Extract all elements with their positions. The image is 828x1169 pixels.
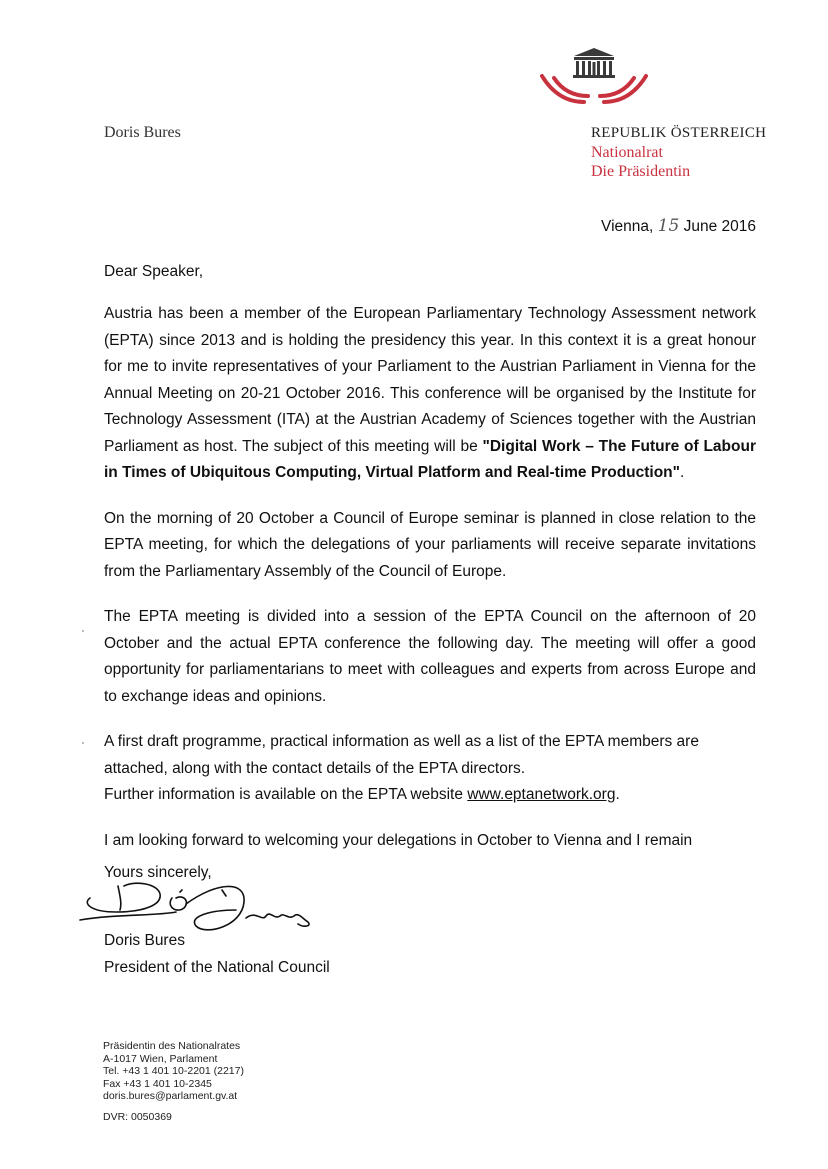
signer-title: President of the National Council — [104, 959, 330, 976]
footer-address: A-1017 Wien, Parlament — [103, 1052, 218, 1065]
sender-name: Doris Bures — [104, 124, 181, 141]
footer-phone: Tel. +43 1 401 10-2201 (2217) — [103, 1065, 244, 1077]
date-place: Vienna, — [601, 218, 654, 235]
signer-name: Doris Bures — [104, 932, 185, 949]
paragraph-closing: I am looking forward to welcoming your delegations in October to Vienna and I remain — [104, 831, 693, 849]
letterhead-office: Die Präsidentin — [591, 163, 691, 180]
scan-speck — [82, 630, 84, 632]
letter-body — [104, 301, 756, 873]
letterhead-institution: Nationalrat — [591, 144, 663, 161]
paragraph-seminar: On the morning of 20 October a Council of Europe seminar is planned in close relation to the EPTA meeting, for which the delegations of your parliaments will receive separate invitations from the Parliamentary Assembly of the Council of Europe. — [104, 509, 756, 580]
conference-subject: "Digital Work – The Future of Labour in Times of Ubiquitous Computing, Virtual Platform and Real-time Production" — [104, 437, 756, 481]
footer-contact — [103, 1040, 244, 1123]
footer-office: Präsidentin des Nationalrates — [103, 1040, 241, 1052]
closing: Yours sincerely, — [104, 864, 212, 881]
footer-dvr: DVR: 0050369 — [103, 1110, 172, 1123]
date-month-year: June 2016 — [683, 218, 756, 235]
paragraph-intro: Austria has been a member of the European Parliamentary Technology Assessment network (EPTA) since 2013 and is holding the presidency this year. In this context it is a great honour for me to invite representatives of your Parliament to the Austrian Parliament in Vienna for the Annual Meeting on 20-21 October 2016. This conference will be organised by the Institute for Technology Assessment (ITA) at the Austrian Academy of Sciences together with the Austrian Parliament as host. The subject of this meeting will be "Digital Work – The Future of Labour in Times of Ubiquitous Computing, Virtual Platform and Real-time Production". — [104, 305, 756, 481]
footer-fax: Fax +43 1 401 10-2345 — [103, 1077, 212, 1090]
signer-block — [104, 927, 330, 981]
letterhead — [591, 124, 766, 181]
date-day-handwritten: 15 — [657, 216, 680, 236]
date-line — [601, 216, 756, 236]
paragraph-attachments: A first draft programme, practical information as well as a list of the EPTA members are attached, along with the contact details of the EPTA directors. Further information is available on the EPTA website www.eptanetwork.org. — [104, 733, 699, 803]
paragraph-meeting: The EPTA meeting is divided into a session of the EPTA Council on the afternoon of 20 October and the actual EPTA conference the following day. The meeting will offer a good opportunity for parliamentarians to meet with colleagues and experts from across Europe and to exchange ideas and opinions. — [104, 608, 756, 705]
scan-speck — [82, 742, 84, 744]
parliament-building-icon — [538, 48, 650, 108]
epta-website-link[interactable]: www.eptanetwork.org — [467, 786, 616, 803]
salutation: Dear Speaker, — [104, 263, 204, 280]
letterhead-country: REPUBLIK ÖSTERREICH — [591, 125, 767, 141]
footer-email[interactable]: doris.bures@parlament.gv.at — [103, 1090, 238, 1102]
